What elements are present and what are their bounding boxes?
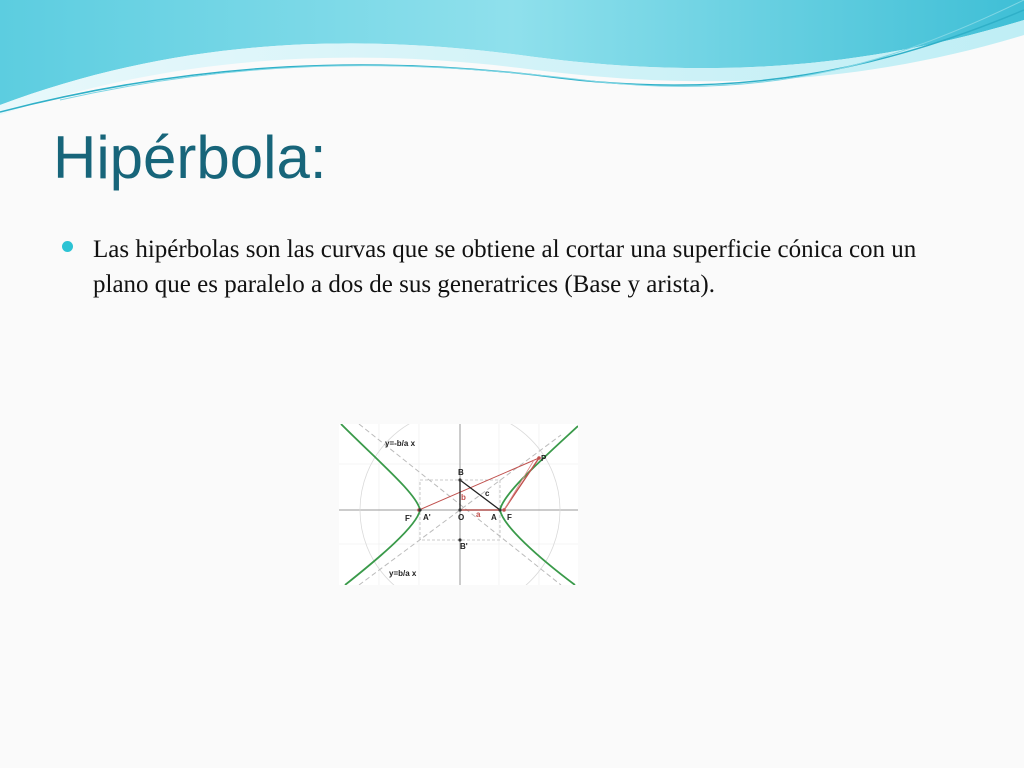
point-F — [502, 508, 506, 512]
label-b: b — [461, 493, 466, 502]
point-A — [498, 508, 501, 511]
bullet-item — [62, 232, 942, 302]
label-F: F — [507, 513, 512, 522]
bullet-dot-icon — [62, 241, 73, 252]
label-F-prime: F' — [405, 514, 412, 523]
asymptote-top-label: y=-b/a x — [385, 439, 416, 448]
slide-title: Hipérbola: — [53, 124, 327, 191]
focal-line — [504, 460, 534, 510]
header-wave-decoration — [0, 0, 1024, 130]
label-P: P — [541, 454, 547, 463]
label-B: B — [458, 468, 464, 477]
point-B — [458, 478, 461, 481]
hyperbola-diagram — [339, 424, 578, 585]
label-c: c — [485, 489, 490, 498]
label-A-prime: A' — [423, 513, 431, 522]
hyperbola-left-branch — [341, 424, 420, 585]
point-A-prime — [418, 508, 421, 511]
label-A: A — [491, 513, 497, 522]
point-O — [458, 508, 461, 511]
bullet-text: Las hipérbolas son las curvas que se obtiene al cortar una superficie cónica con un plano que es paralelo a dos de sus generatrices (Base y arista). — [93, 236, 917, 298]
label-O: O — [458, 513, 465, 522]
label-B-prime: B' — [460, 542, 468, 551]
label-a: a — [476, 510, 481, 519]
asymptote-bottom-label: y=b/a x — [389, 569, 417, 578]
